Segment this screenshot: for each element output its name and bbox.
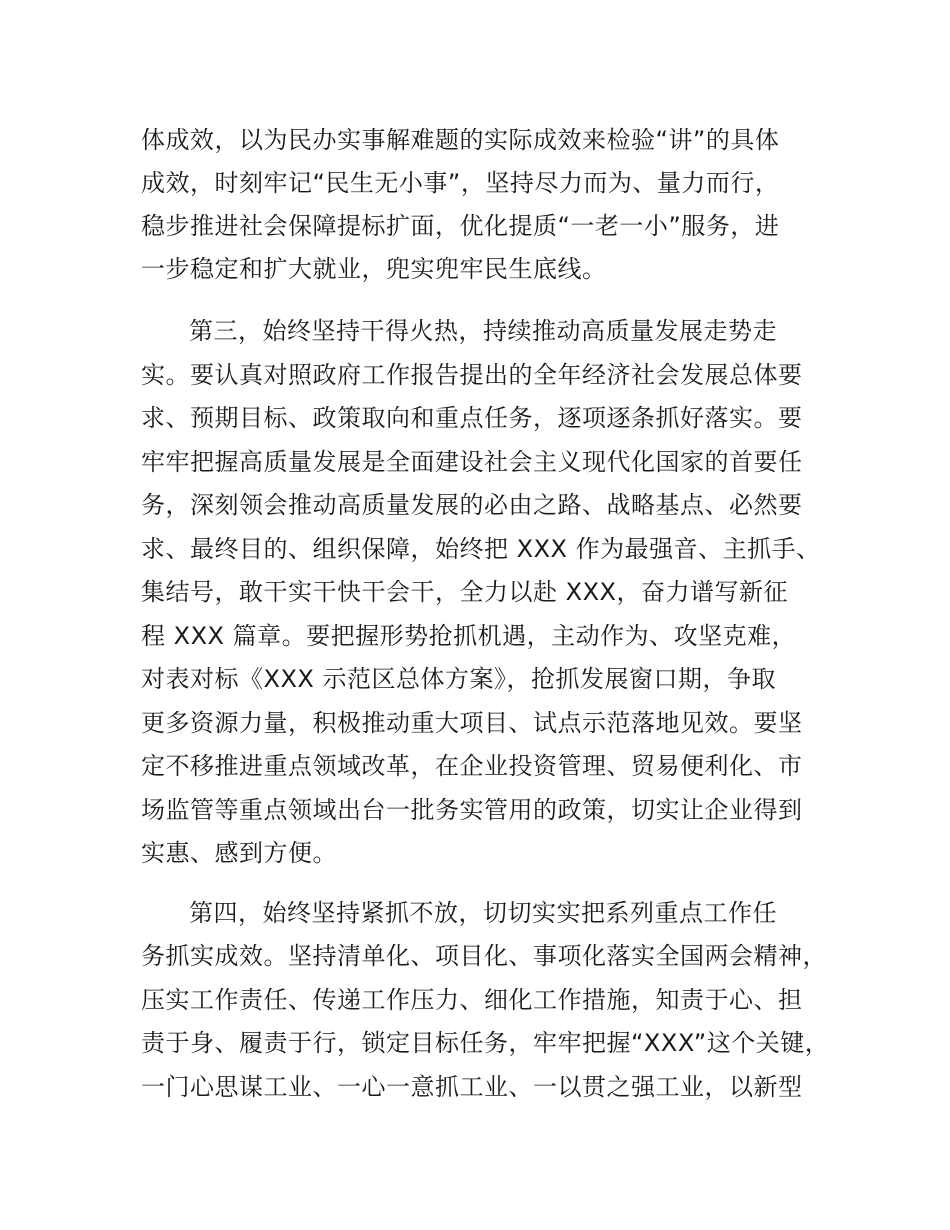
text-line: 实。要认真对照政府工作报告提出的全年经济社会发展总体要 — [141, 361, 803, 389]
text-line: 更多资源力量，积极推动重大项目、试点示范落地见效。要坚 — [141, 709, 803, 737]
text-line: 务抓实成效。坚持清单化、项目化、事项化落实全国两会精神， — [141, 942, 827, 970]
text-line: 第四，始终坚持紧抓不放，切切实实把系列重点工作任 — [189, 899, 777, 927]
text-line: 实惠、感到方便。 — [141, 839, 337, 867]
text-line: 场监管等重点领域出台一批务实管用的政策，切实让企业得到 — [141, 796, 803, 824]
text-line: 求、最终目的、组织保障，始终把 XXX 作为最强音、主抓手、 — [141, 535, 821, 563]
text-line: 一门心思谋工业、一心一意抓工业、一以贯之强工业，以新型 — [141, 1073, 803, 1101]
text-line: 定不移推进重点领域改革，在企业投资管理、贸易便利化、市 — [141, 752, 803, 780]
text-line: 体成效，以为民办实事解难题的实际成效来检验“讲”的具体 — [141, 126, 780, 154]
text-line: 牢牢把握高质量发展是全面建设社会主义现代化国家的首要任 — [141, 448, 803, 476]
text-line: 压实工作责任、传递工作压力、细化工作措施，知责于心、担 — [141, 986, 803, 1014]
text-line: 第三，始终坚持干得火热，持续推动高质量发展走势走 — [189, 317, 777, 345]
text-line: 稳步推进社会保障提标扩面，优化提质“一老一小”服务，进 — [141, 212, 780, 240]
text-line: 务，深刻领会推动高质量发展的必由之路、战略基点、必然要 — [141, 491, 803, 519]
text-line: 求、预期目标、政策取向和重点任务，逐项逐条抓好落实。要 — [141, 404, 803, 432]
text-line: 程 XXX 篇章。要把握形势抢抓机遇，主动作为、攻坚克难， — [141, 622, 797, 650]
text-line: 对表对标《XXX 示范区总体方案》，抢抓发展窗口期，争取 — [141, 665, 776, 693]
text-line: 成效，时刻牢记“民生无小事”，坚持尽力而为、量力而行， — [141, 169, 780, 197]
text-line: 一步稳定和扩大就业，兜实兜牢民生底线。 — [141, 255, 607, 283]
text-line: 集结号，敢干实干快干会干，全力以赴 XXX，奋力谱写新征 — [141, 578, 788, 606]
text-line: 责于身、履责于行，锁定目标任务，牢牢把握“XXX”这个关键， — [141, 1029, 830, 1057]
